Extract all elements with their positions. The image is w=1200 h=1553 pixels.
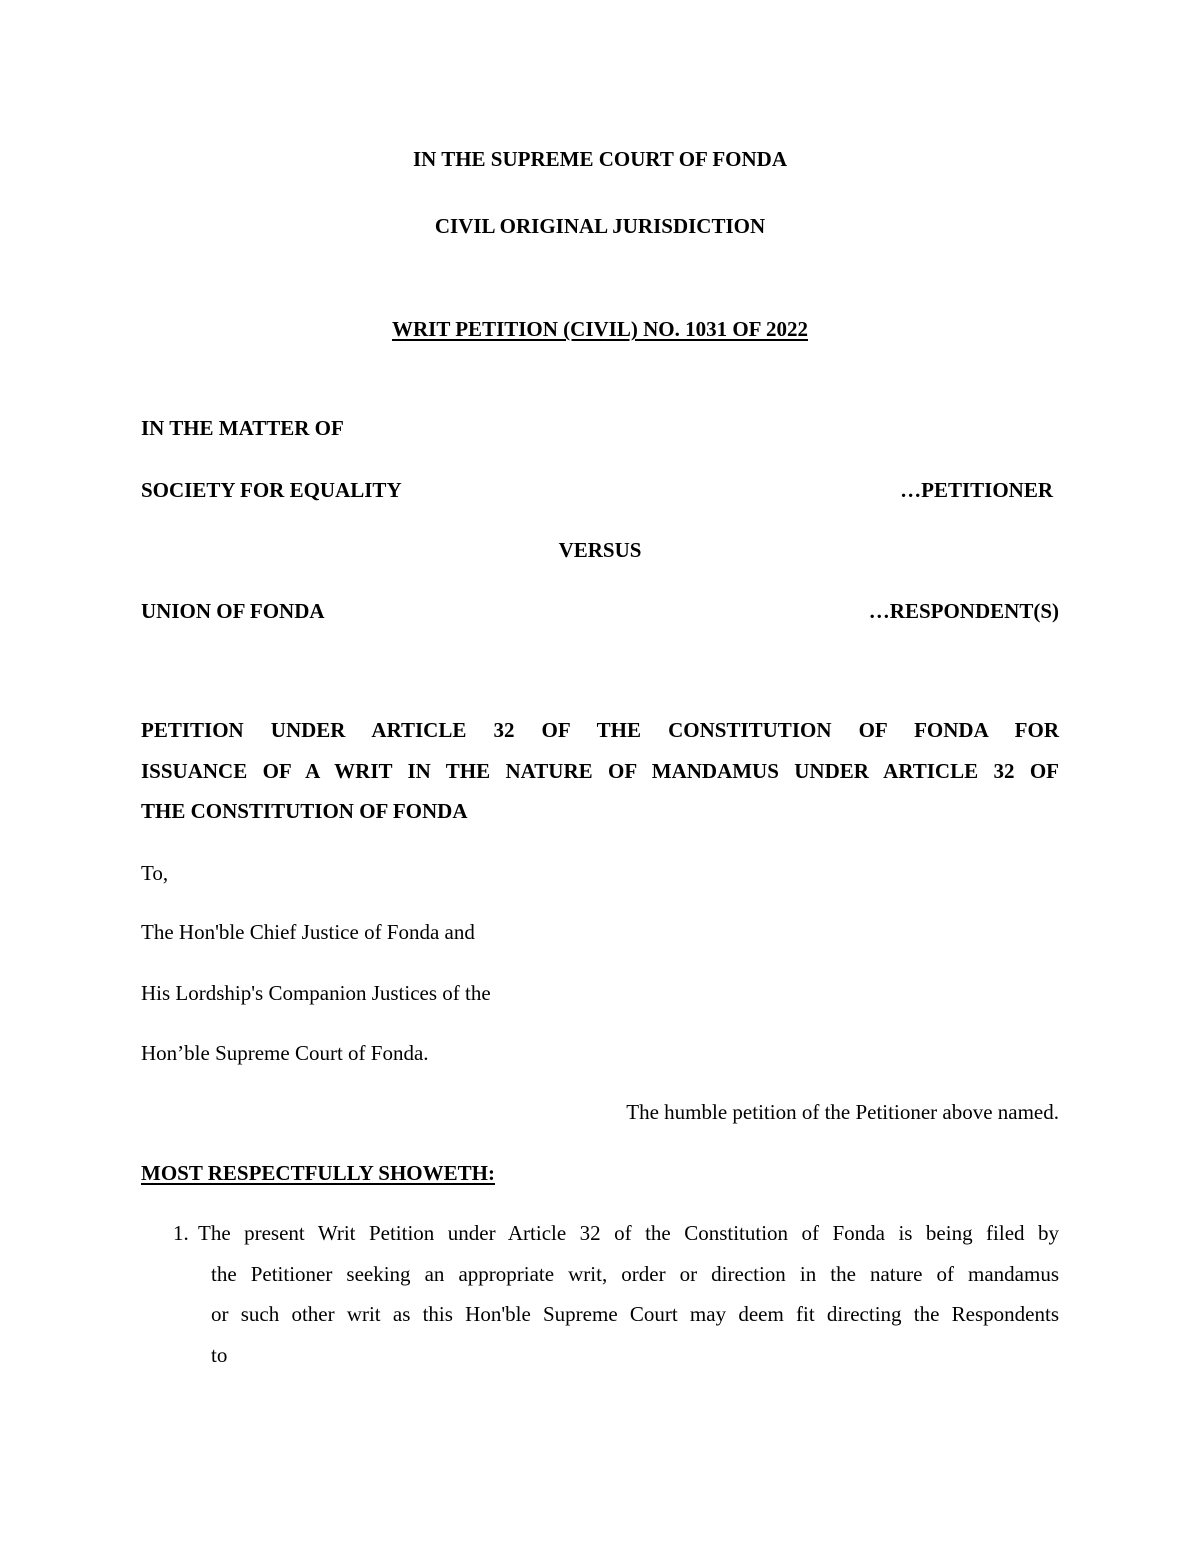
petitioner-role: …PETITIONER — [900, 478, 1053, 502]
list-item — [141, 1213, 1059, 1375]
petition-title — [141, 710, 1059, 832]
respondent-role: …RESPONDENT(S) — [868, 599, 1059, 623]
versus-label: VERSUS — [558, 538, 642, 562]
list-item-line: The present Writ Petition under Article 32 of the Constitution of Fonda is being filed by — [198, 1221, 1059, 1245]
salutation: To, — [141, 861, 169, 885]
petition-title-line: PETITION UNDER ARTICLE 32 OF THE CONSTITUTION OF FONDA FOR — [141, 718, 1059, 742]
list-item-line: to — [211, 1342, 228, 1367]
petition-title-line: THE CONSTITUTION OF FONDA — [141, 799, 468, 823]
case-number-text: WRIT PETITION (CIVIL) NO. 1031 OF 2022 — [392, 317, 808, 341]
petition-title-line: ISSUANCE OF A WRIT IN THE NATURE OF MANDAMUS UNDER ARTICLE 32 OF — [141, 758, 1059, 783]
address-line: His Lordship's Companion Justices of the — [141, 981, 491, 1005]
court-title: IN THE SUPREME COURT OF FONDA — [413, 147, 787, 171]
list-item-line: or such other writ as this Hon'ble Supreme Court may deem fit directing the Respondents — [211, 1302, 1059, 1326]
address-line: The Hon'ble Chief Justice of Fonda and — [141, 920, 475, 944]
petitioner-name: SOCIETY FOR EQUALITY — [141, 478, 402, 502]
humble-petition: The humble petition of the Petitioner above named. — [626, 1100, 1059, 1124]
address-line: Hon’ble Supreme Court of Fonda. — [141, 1041, 429, 1065]
showeth-heading — [141, 1160, 495, 1186]
jurisdiction-title: CIVIL ORIGINAL JURISDICTION — [434, 214, 766, 238]
showeth-heading-text: MOST RESPECTFULLY SHOWETH: — [141, 1161, 495, 1185]
matter-heading: IN THE MATTER OF — [141, 416, 344, 440]
list-item-line: the Petitioner seeking an appropriate writ, order or direction in the nature of mandamus — [211, 1261, 1059, 1286]
list-item-number: 1. — [173, 1221, 189, 1245]
respondent-name: UNION OF FONDA — [141, 599, 325, 623]
case-number — [0, 316, 1200, 342]
